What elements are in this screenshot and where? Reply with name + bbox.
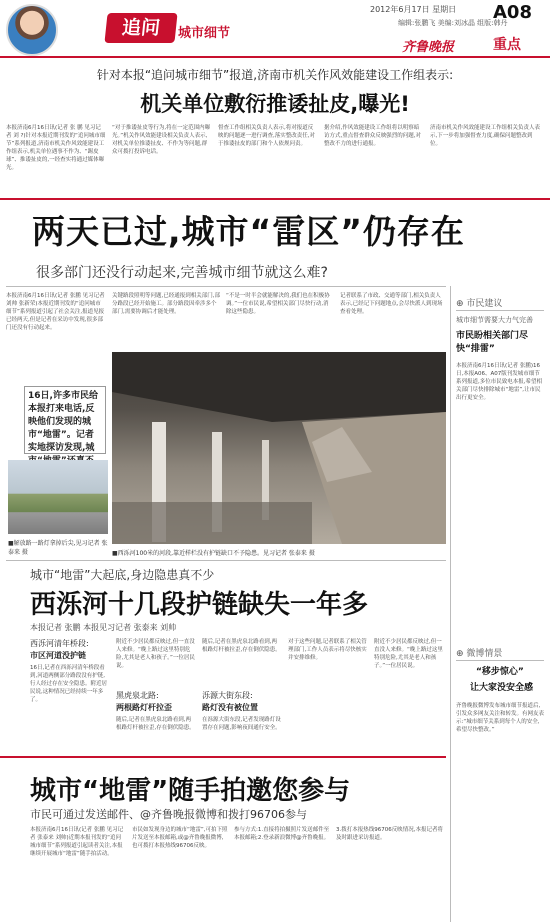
story1-col1: 本报济南6月16日讯(记者 张 鹏 见习记者 刘 ?)针对本报近期刊发的“追问城市细节”系列报道,济南市机关作风效能建设工作组表示,机关单位遇事不作为、“踢皮球”、推诿扯皮的,一经查实将通过媒体曝光。 xyxy=(6,125,106,171)
story3-col1: 16日,记者在西泺河清年桥段看到,河道两侧部分路段没有护链,行人经过存在安全隐患。附近居民说,这种情况已经持续一年多了。 xyxy=(30,665,108,703)
story3-subhead2: 黑虎泉北路: xyxy=(116,691,159,700)
sidebar-head-1-text: 市民建议 xyxy=(466,299,503,309)
street-photo-caption: ■解放路一路灯拿掉后尖,见习记者 张泰来 摄 xyxy=(8,540,108,556)
column-brand-badge: 追问 xyxy=(104,13,177,43)
page-number: A08 xyxy=(493,2,532,23)
story3-subhead2b: 两根路灯杆拉歪 xyxy=(116,703,172,712)
story3-byline: 本报记者 张鹏 本报见习记者 张泰来 刘帅 xyxy=(30,623,177,632)
story3-col2: 附近不少居民都反映过,但一直没人来修。“晚上路过这里特别危险,尤其是老人和孩子。”一位居民说。 xyxy=(116,639,195,669)
story3-kicker: 城市“地雷”大起底,身边隐患真不少 xyxy=(30,568,215,582)
tunnel-photo xyxy=(112,352,446,544)
sidebar-title1b: 市民盼相关部门尽快“排雷” xyxy=(456,331,529,354)
story3-headline: 西泺河十几段护链缺失一年多 xyxy=(30,590,369,620)
story1-col4: 据介绍,作风效能建设工作组将以明察暗访方式,重点督查群众反映强烈的问题,对整改不力的进行通报。 xyxy=(324,125,421,147)
sidebar-title2: “移步惊心” xyxy=(476,667,524,677)
column-name: 城市细节 xyxy=(178,26,231,41)
divider xyxy=(6,560,446,561)
street-lamp-photo xyxy=(8,460,108,534)
date-line: 2012年6月17日 星期日 xyxy=(370,5,457,14)
masthead xyxy=(0,0,550,58)
story3-subhead1b: 市区河道没护链 xyxy=(30,651,86,660)
story4-col1: 本报济南6月16日讯(记者 张鹏 见习记者 张泰来 刘帅)近期本报刊发的“追问城市细节”系列报道引起读者关注,本报继续开展城市“地雷”随手拍活动。 xyxy=(30,827,124,857)
sidebar-text1: 本报济南6月16日讯(记者 张鹏)16日,本报A06、A07版刊发城市细节系列报道,多位市民致电本报,希望相关部门尽快排除城市“地雷”,让市民出行更安全。 xyxy=(456,363,542,401)
sidebar-text2: 齐鲁晚报微博发布城市细节报道后,引发众多网友关注和转发。有网友表示:“城市细节关系到每个人的安全,希望尽快整改。” xyxy=(456,703,544,733)
story3-subhead3: 泺源大街东段: xyxy=(202,691,253,700)
story4-col2: 市民如发现身边的城市“地雷”,可拍下照片发送至本报邮箱,或@齐鲁晚报微博,也可拨打本报热线96706反映。 xyxy=(132,827,228,849)
story2-subhead: 很多部门还没行动起来,完善城市细节就这么难? xyxy=(36,265,328,281)
sidebar-divider xyxy=(450,286,451,922)
sidebar-title2b: 让大家没安全感 xyxy=(470,683,534,693)
divider xyxy=(456,660,544,661)
story3-col4: 在泺源大街东段,记者发现路灯设置存在问题,影响夜间通行安全。 xyxy=(202,717,281,731)
story3-subhead1: 西泺河清年桥段: xyxy=(30,639,89,648)
divider xyxy=(456,310,544,311)
story1-col2: “对于推诿扯皮等行为,将在一定范围内曝光。”机关作风效能建设相关负责人表示,对机关单位推诿扯皮、不作为等问题,群众可拨打投诉电话。 xyxy=(112,125,211,155)
story2-col1: 本报济南6月16日讯(记者 张鹏 见习记者 刘帅 张新荣)本报近期刊发的“追问城市细节”系列报道引起了社会关注,报道见报已经两天,但是记者在采访中发现,很多部门还没有行动起来。 xyxy=(6,293,105,331)
mascot-photo xyxy=(6,4,58,56)
story1-col5: 济南市机关作风效能建设工作组相关负责人表示,下一步将加强督查力度,确保问题整改到位。 xyxy=(430,125,541,147)
section-name: 重点 xyxy=(493,37,521,53)
story2-callout: 16日,许多市民给本报打来电话,反映他们发现的城市“地雷”。记者实地探访发现,城 xyxy=(24,386,106,454)
story3-col3b: 随后,记者在黑虎泉北路看到,两根路灯杆被拉歪,存在倒伏隐患。 xyxy=(202,639,281,653)
story3-col5: 对于这些问题,记者联系了相关管理部门,工作人员表示将尽快核实并安排维修。 xyxy=(288,639,367,661)
sidebar-title1: 城市细节需要大力气完善 xyxy=(456,316,533,324)
section-divider xyxy=(0,756,446,758)
story3-subhead3b: 路灯没有被位置 xyxy=(202,703,258,712)
section-divider xyxy=(0,198,550,200)
tunnel-photo-caption: ■西泺河100米的河段,靠近样栏没有护链缺口不予隐患。见习记者 张泰来 摄 xyxy=(112,550,315,557)
story2-col4: 记者联系了市政、交通等部门,相关负责人表示,已经记下问题地点,会尽快派人到现场查看处理。 xyxy=(340,293,443,315)
story2-headline: 两天已过,城市“雷区”仍存在 xyxy=(32,212,465,251)
divider xyxy=(6,286,446,287)
sidebar-head-1: ⊕ 市民建议 xyxy=(456,299,503,309)
story4-col3: 参与方式:1.直接将拍摄照片发送邮件至本报邮箱;2.登录新浪微博@齐鲁晚报。 xyxy=(234,827,330,841)
story3-col3: 随后,记者在黑虎泉北路看到,两根路灯杆被拉歪,存在倒伏隐患。 xyxy=(116,717,195,731)
story2-col3: “不是一时半会就能解决的,我们也在积极协调。”一位市民说,希望相关部门尽快行动,消除这些隐患。 xyxy=(226,293,330,315)
story4-subhead: 市民可通过发送邮件、@齐鲁晚报微博和拨打96706参与 xyxy=(30,808,307,821)
story4-headline: 城市“地雷”随手拍邀您参与 xyxy=(30,776,351,806)
story3-col6: 附近不少居民都反映过,但一直没人来修。“晚上路过这里特别危险,尤其是老人和孩子。”一位居民说。 xyxy=(374,639,443,669)
sidebar-head-2: ⊕ 微博情景 xyxy=(456,649,503,659)
paper-name: 齐鲁晚报 xyxy=(402,40,455,55)
story1-col3: 督查工作组相关负责人表示,将对报道反映的问题逐一进行调查,落实整改责任,对于推诿扯皮的部门和个人依规问责。 xyxy=(218,125,315,147)
staff-line: 编辑:张鹏飞 美编:刘冰晶 组版:韩丹 xyxy=(398,19,508,27)
story1-kicker: 针对本报“追问城市细节”报道,济南市机关作风效能建设工作组表示: xyxy=(96,68,454,82)
story2-col2: 关键路段照明等问题,已经通报到相关部门,部分路段已经开始施工。部分路段因牵涉多个部门,需要协调后才能处理。 xyxy=(112,293,220,315)
sidebar-head-2-text: 微博情景 xyxy=(466,649,503,659)
story1-headline: 机关单位敷衍推诿扯皮,曝光! xyxy=(140,92,410,116)
story4-col4: 3.拨打本报热线96706反映情况,本报记者将及时跟进采访报道。 xyxy=(336,827,443,841)
